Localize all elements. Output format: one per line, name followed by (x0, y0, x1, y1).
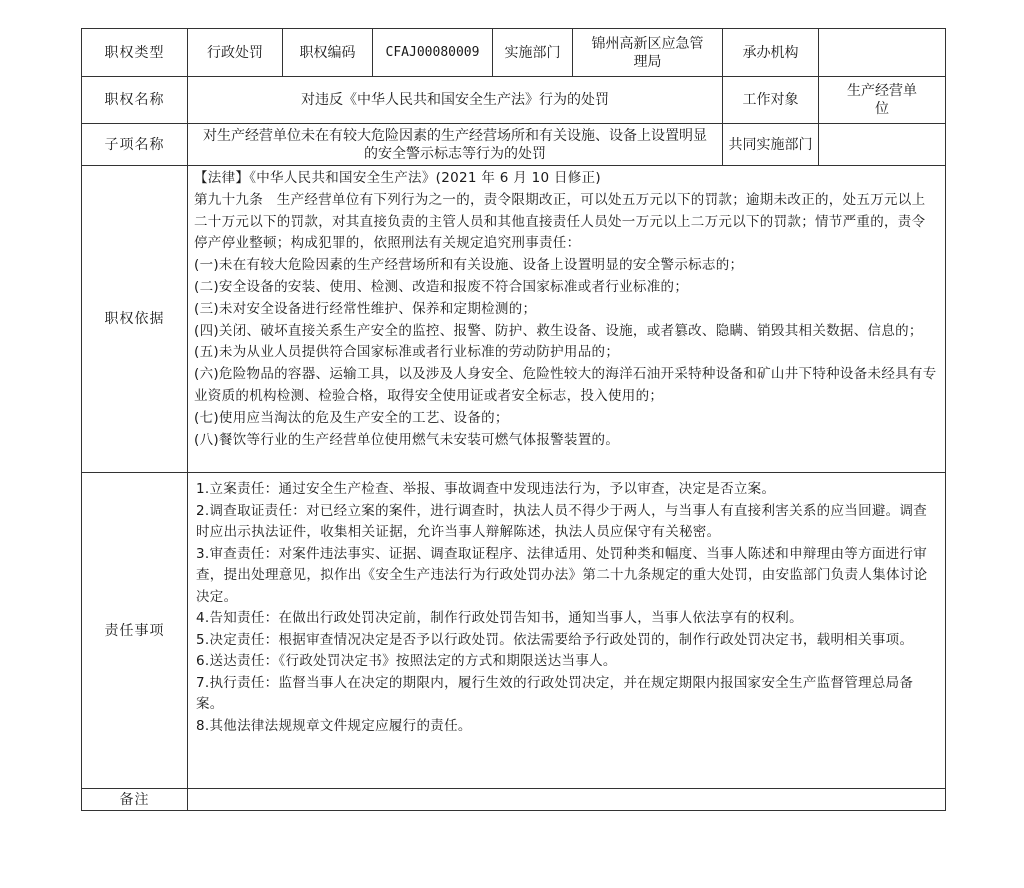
name-value: 对违反《中华人民共和国安全生产法》行为的处罚 (188, 77, 723, 124)
header-row (82, 29, 946, 77)
sub-value: 对生产经营单位未在有较大危险因素的生产经营场所和有关设施、设备上设置明显的安全警示标志等行为的处罚 (188, 124, 723, 166)
basis-line: (五)未为从业人员提供符合国家标准或者行业标准的劳动防护用品的； (194, 344, 620, 361)
responsibility-item: 6.送达责任：《行政处罚决定书》按照法定的方式和期限送达当事人。 (196, 653, 617, 669)
basis-line: (二)安全设备的安装、使用、检测、改造和报废不符合国家标准或者行业标准的； (194, 278, 689, 295)
responsibility-item: 7.执行责任：监督当事人在决定的期限内，履行生效的行政处罚决定，并在规定期限内报国家安全生产监督管理总局备案。 (196, 674, 914, 712)
basis-line: (七)使用应当淘汰的危及生产安全的工艺、设备的； (194, 409, 509, 426)
basis-row (82, 166, 946, 473)
responsibility-item: 1.立案责任：通过安全生产检查、举报、事故调查中发现违法行为，予以审查，决定是否立案。 (196, 481, 776, 497)
responsibility-label: 责任事项 (82, 473, 188, 789)
responsibility-content (188, 473, 946, 789)
sub-label: 子项名称 (82, 124, 188, 166)
responsibility-item: 8.其他法律法规规章文件规定应履行的责任。 (196, 717, 472, 734)
name-label: 职权名称 (82, 77, 188, 124)
joint-label: 共同实施部门 (723, 124, 819, 166)
dept-value: 锦州高新区应急管理局 (573, 29, 723, 77)
name-row (82, 77, 946, 124)
responsibility-item: 5.决定责任：根据审查情况决定是否予以行政处罚。依法需要给予行政处罚的，制作行政处罚决定书，载明相关事项。 (196, 631, 914, 648)
basis-line: (八)餐饮等行业的生产经营单位使用燃气未安装可燃气体报警装置的。 (194, 431, 620, 448)
responsibility-item: 4.告知责任：在做出行政处罚决定前，制作行政处罚告知书，通知当事人，当事人依法享有的权利。 (196, 610, 803, 626)
type-value: 行政处罚 (188, 29, 283, 77)
joint-value (819, 124, 946, 166)
target-value: 生产经营单位 (819, 77, 946, 124)
basis-content (188, 166, 946, 473)
responsibility-item: 3.审查责任：对案件违法事实、证据、调查取证程序、法律适用、处罚种类和幅度、当事人陈述和申辩理由等方面进行审查，提出处理意见，拟作出《安全生产违法行为行政处罚办法》第二十九条规定的重大处罚，由安监部门负责人集体讨论决定。 (196, 545, 928, 605)
sub-row (82, 124, 946, 166)
code-value: CFAJ00080009 (373, 29, 493, 77)
basis-line: 第九十九条 生产经营单位有下列行为之一的，责令限期改正，可以处五万元以下的罚款；逾期未改正的，处五万元以上二十万元以下的罚款，对其直接负责的主管人员和其他直接责任人员处一万元以上二万元以下的罚款；情节严重的，责令停产停业整顿；构成犯罪的，依照刑法有关规定追究刑事责任： (194, 191, 926, 252)
authority-table (81, 28, 946, 811)
responsibility-row (82, 473, 946, 789)
basis-line: (一)未在有较大危险因素的生产经营场所和有关设施、设备上设置明显的安全警示标志的； (194, 257, 744, 274)
type-label: 职权类型 (82, 29, 188, 77)
target-label: 工作对象 (723, 77, 819, 124)
dept-label: 实施部门 (493, 29, 573, 77)
responsibility-item: 2.调查取证责任：对已经立案的案件，进行调查时，执法人员不得少于两人，与当事人有直接利害关系的应当回避。调查时应出示执法证件，收集相关证据，允许当事人辩解陈述，执法人员应保守有关秘密。 (196, 502, 928, 540)
remarks-value (188, 789, 946, 811)
org-label: 承办机构 (723, 29, 819, 77)
remarks-row (82, 789, 946, 811)
basis-line: 【法律】《中华人民共和国安全生产法》(2021 年 6 月 10 日修正) (194, 170, 601, 186)
basis-line: (四)关闭、破坏直接关系生产安全的监控、报警、防护、救生设备、设施，或者篡改、隐瞒、销毁其相关数据、信息的； (194, 322, 923, 339)
basis-line: (三)未对安全设备进行经常性维护、保养和定期检测的； (194, 300, 537, 317)
basis-label: 职权依据 (82, 166, 188, 473)
basis-line: (六)危险物品的容器、运输工具，以及涉及人身安全、危险性较大的海洋石油开采特种设备和矿山井下特种设备未经具有专业资质的机构检测、检验合格，取得安全使用证或者安全标志，投入使用的； (194, 366, 937, 404)
remarks-label: 备注 (82, 789, 188, 811)
code-label: 职权编码 (283, 29, 373, 77)
org-value (819, 29, 946, 77)
